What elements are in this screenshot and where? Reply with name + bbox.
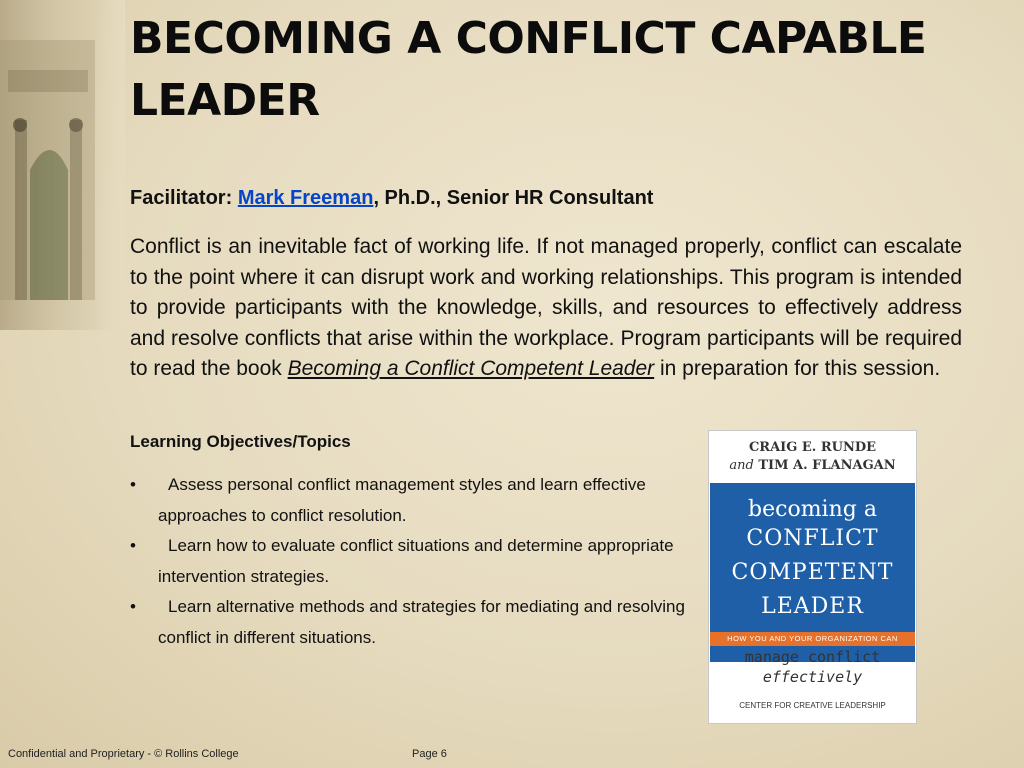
footer-copyright: Confidential and Proprietary - © Rollins College [8, 748, 239, 760]
book-subtitle [709, 647, 916, 687]
rollins-gate-photo [0, 0, 125, 330]
objective-text: Learn alternative methods and strategies for mediating and resolving conflict in different situations. [158, 597, 685, 647]
book-cover-image [708, 430, 917, 724]
program-description [130, 232, 962, 385]
book-subtitle-line-2 [709, 667, 916, 687]
objective-text: Assess personal conflict management styles and learn effective approaches to conflict resolution. [158, 475, 646, 525]
objective-item [130, 592, 690, 653]
book-title-line-1: becoming a [748, 497, 877, 522]
book-title-line-2: CONFLICT [746, 526, 879, 551]
book-author-2-line [709, 457, 916, 475]
facilitator-label: Facilitator: [130, 187, 233, 209]
objective-item [130, 470, 690, 531]
book-author-2: TIM A. FLANAGAN [758, 458, 896, 473]
facilitator-line [130, 187, 653, 210]
book-subtitle-line-2-text: effectively [762, 668, 863, 686]
gate-illustration [0, 0, 125, 330]
objective-text: Learn how to evaluate conflict situations and determine appropriate intervention strategies. [158, 536, 674, 586]
book-subtitle-line-1: manage conflict [744, 648, 881, 666]
objective-item [130, 531, 690, 592]
book-authors [709, 431, 916, 483]
description-text: Conflict is an inevitable fact of working life. If not managed properly, conflict can escalate to the point where it can disrupt work and working relationships. This program is intended to provide participants with the knowledge, skills, and resources to effectively address and resolve conflicts that arise within the workplace. Program participants will be required to read the book [130, 235, 962, 380]
book-publisher: CENTER FOR CREATIVE LEADERSHIP [739, 701, 886, 710]
bullet-icon: • [130, 475, 136, 494]
book-author-and: and [729, 458, 754, 473]
facilitator-name-link[interactable]: Mark Freeman [237, 187, 374, 209]
description-ending: in preparation for this session. [654, 357, 941, 380]
book-title-line-4: LEADER [761, 594, 864, 619]
facilitator-credentials: , Ph.D., Senior HR Consultant [373, 187, 654, 209]
book-strip: HOW YOU AND YOUR ORGANIZATION CAN [710, 632, 915, 646]
slide-title: BECOMING A CONFLICT CAPABLE LEADER [130, 13, 927, 126]
objectives-heading: Learning Objectives/Topics [130, 432, 351, 451]
footer-page-number: Page 6 [412, 748, 447, 760]
bullet-icon: • [130, 536, 136, 555]
bullet-icon: • [130, 597, 136, 616]
book-title-reference: Becoming a Conflict Competent Leader [287, 357, 655, 380]
objectives-list [130, 470, 690, 653]
book-author-1: CRAIG E. RUNDE [748, 440, 877, 455]
book-title-line-3: COMPETENT [731, 560, 894, 585]
